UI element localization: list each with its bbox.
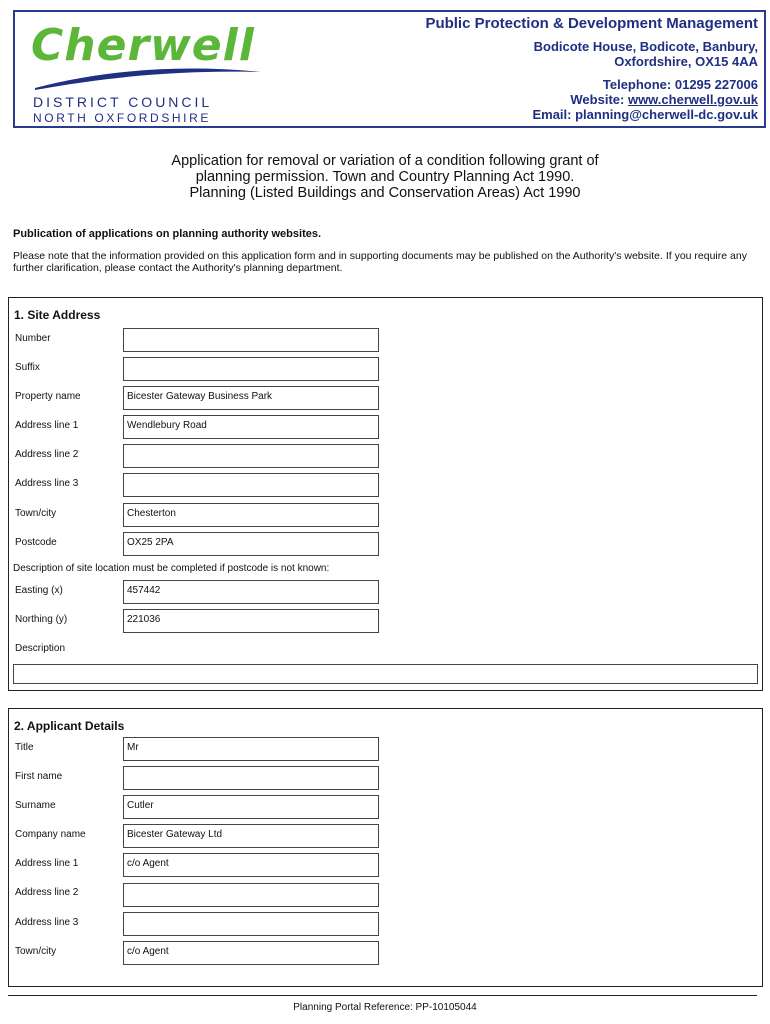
- contact-block: [425, 14, 758, 122]
- portal-reference: Planning Portal Reference: PP-10105044: [293, 1002, 477, 1013]
- first-name-field[interactable]: [123, 766, 379, 790]
- number-field[interactable]: [123, 328, 379, 352]
- applicant-address-line-2-field[interactable]: [123, 883, 379, 907]
- website-label: Website:: [570, 92, 625, 107]
- field-label: Address line 2: [15, 887, 79, 898]
- title-line-3: Planning (Listed Buildings and Conservation Areas) Act 1990: [189, 185, 581, 201]
- easting-field[interactable]: 457442: [123, 580, 379, 604]
- field-label: Surname: [15, 800, 56, 811]
- field-label: Address line 1: [15, 858, 79, 869]
- telephone: Telephone: 01295 227006: [602, 77, 758, 92]
- applicant-details-section: [8, 708, 763, 987]
- logo-line-district: DISTRICT COUNCIL: [33, 94, 213, 110]
- field-label: Northing (y): [15, 614, 68, 625]
- field-label: First name: [15, 771, 63, 782]
- field-label: Postcode: [15, 537, 57, 548]
- document-title: [0, 153, 770, 201]
- section-heading: 2. Applicant Details: [14, 719, 125, 733]
- field-label: Suffix: [15, 362, 40, 373]
- section-heading: 1. Site Address: [14, 308, 101, 322]
- address-line-1-field[interactable]: Wendlebury Road: [123, 415, 379, 439]
- address-line-1: Bodicote House, Bodicote, Banbury,: [533, 39, 758, 54]
- email[interactable]: Email: planning@cherwell-dc.gov.uk: [532, 107, 758, 122]
- applicant-address-line-1-field[interactable]: c/o Agent: [123, 853, 379, 877]
- property-name-field[interactable]: Bicester Gateway Business Park: [123, 386, 379, 410]
- field-label: Title: [15, 742, 34, 753]
- northing-field[interactable]: 221036: [123, 609, 379, 633]
- address-line-2-field[interactable]: [123, 444, 379, 468]
- field-label: Address line 3: [15, 478, 79, 489]
- field-label: Number: [15, 333, 51, 344]
- field-label: Description: [15, 643, 66, 654]
- address-line-2: Oxfordshire, OX15 4AA: [614, 54, 758, 69]
- applicant-address-line-3-field[interactable]: [123, 912, 379, 936]
- field-label: Company name: [15, 829, 86, 840]
- title-line-1: Application for removal or variation of a condition following grant of: [171, 153, 599, 169]
- surname-field[interactable]: Cutler: [123, 795, 379, 819]
- field-label: Address line 2: [15, 449, 79, 460]
- field-label: Property name: [15, 391, 81, 402]
- title-field[interactable]: Mr: [123, 737, 379, 761]
- site-address-section: [8, 297, 763, 691]
- suffix-field[interactable]: [123, 357, 379, 381]
- postcode-field[interactable]: OX25 2PA: [123, 532, 379, 556]
- org-title: Public Protection & Development Management: [425, 15, 758, 32]
- logo-wordmark: Cherwell: [31, 20, 255, 71]
- location-note: Description of site location must be completed if postcode is not known:: [13, 563, 330, 574]
- website-link[interactable]: www.cherwell.gov.uk: [627, 92, 758, 107]
- town-city-field[interactable]: Chesterton: [123, 503, 379, 527]
- cherwell-logo: [31, 18, 271, 124]
- field-label: Town/city: [15, 508, 57, 519]
- title-line-2: planning permission. Town and Country Planning Act 1990.: [195, 169, 575, 185]
- website-row: [425, 92, 758, 107]
- footer-divider: [8, 995, 757, 996]
- description-field[interactable]: [13, 664, 758, 684]
- logo-line-region: NORTH OXFORDSHIRE: [33, 111, 211, 125]
- publication-note: Please note that the information provided on this application form and in supporting documents may be published on the Authority's website. If you require any further clarification, please contact the Authority's planning department.: [13, 250, 747, 274]
- address-line-3-field[interactable]: [123, 473, 379, 497]
- publication-heading: Publication of applications on planning authority websites.: [13, 228, 322, 240]
- field-label: Address line 1: [15, 420, 79, 431]
- letterhead: [13, 10, 766, 128]
- field-label: Address line 3: [15, 917, 79, 928]
- company-name-field[interactable]: Bicester Gateway Ltd: [123, 824, 379, 848]
- field-label: Easting (x): [15, 585, 63, 596]
- applicant-town-city-field[interactable]: c/o Agent: [123, 941, 379, 965]
- logo-swoosh-icon: [33, 62, 263, 92]
- field-label: Town/city: [15, 946, 57, 957]
